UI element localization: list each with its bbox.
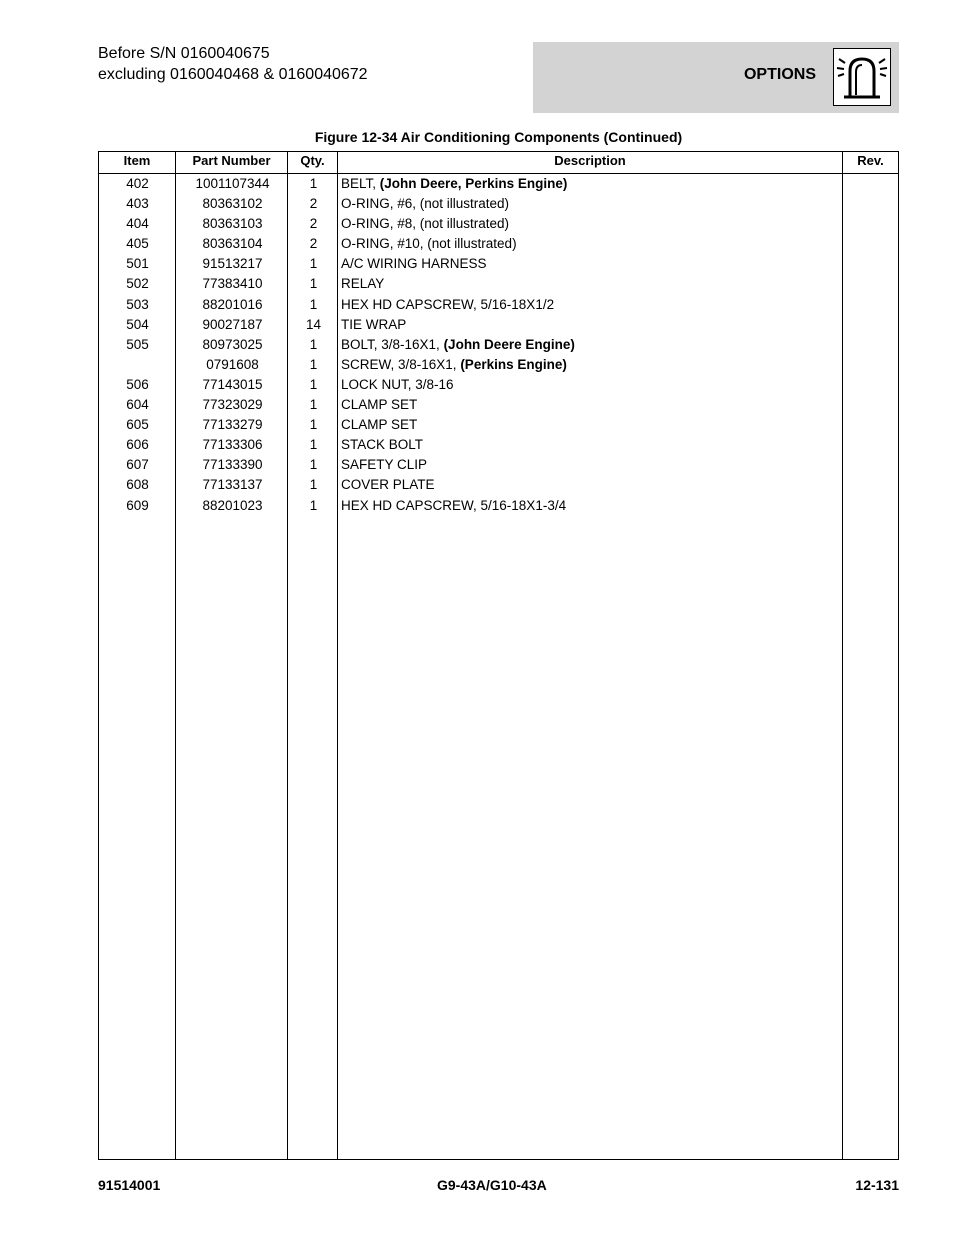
part-number: 80363102 [202,196,263,212]
part-number: 77143015 [202,376,263,392]
part-number: 77383410 [202,276,263,292]
description [341,336,841,353]
description [341,416,841,433]
item-number: 404 [126,216,149,232]
description [341,376,841,393]
quantity: 1 [309,336,318,352]
table-row [99,376,898,396]
manual-number: 91514001 [98,1177,161,1193]
quantity: 2 [309,196,318,212]
part-number: 88201016 [202,296,263,312]
column-header-item: Item [123,153,151,168]
warning-beacon-icon [833,48,891,106]
description [341,316,841,333]
item-number: 504 [126,316,149,332]
quantity: 1 [309,356,318,372]
item-number: 505 [126,336,149,352]
description-text: SCREW, 3/8-16X1, [341,356,461,372]
item-number: 403 [126,196,149,212]
description [341,175,841,192]
description [341,436,841,453]
description-note: (John Deere, Perkins Engine) [379,176,568,191]
part-number: 77133306 [202,437,263,453]
table-row [99,175,898,195]
description [341,356,841,373]
description-text: A/C WIRING HARNESS [341,256,487,272]
column-header-description: Description [554,153,626,168]
table-row [99,255,898,275]
column-header-qty: Qty. [300,153,325,168]
quantity: 2 [309,216,318,232]
description-text: COVER PLATE [341,477,435,493]
description [341,296,841,313]
section-header-box [533,42,899,113]
item-number: 506 [126,376,149,392]
part-number: 88201023 [202,497,263,513]
description [341,235,841,252]
table-row [99,456,898,476]
quantity: 14 [305,316,322,332]
item-number: 608 [126,477,149,493]
page-number: 12-131 [855,1177,899,1193]
serial-number-note [98,43,368,85]
table-row [99,416,898,436]
description-note: (Perkins Engine) [460,356,567,372]
description-text: CLAMP SET [341,397,418,413]
quantity: 1 [309,417,318,433]
table-row [99,215,898,235]
item-number: 605 [126,417,149,433]
table-row [99,336,898,356]
part-number: 80363104 [202,236,263,252]
item-number: 609 [126,497,149,513]
column-header-part-number: Part Number [192,153,271,168]
quantity: 1 [309,296,318,312]
part-number: 1001107344 [195,176,270,191]
model-number: G9-43A/G10-43A [437,1177,547,1193]
description [341,476,841,493]
description [341,195,841,212]
table-row [99,396,898,416]
column-header-rev: Rev. [857,153,884,168]
description-text: O-RING, #8, (not illustrated) [341,216,510,232]
item-number: 405 [126,236,149,252]
item-number: 502 [126,276,149,292]
quantity: 1 [309,256,318,272]
quantity: 1 [309,276,318,292]
description [341,456,841,473]
description [341,396,841,413]
description-text: LOCK NUT, 3/8-16 [341,376,454,392]
description-text: STACK BOLT [341,437,424,453]
quantity: 1 [309,497,318,513]
table-row [99,296,898,316]
item-number: 604 [126,397,149,413]
description-text: TIE WRAP [341,316,407,332]
part-number: 80363103 [202,216,263,232]
description [341,255,841,272]
item-number: 606 [126,437,149,453]
table-row [99,356,898,376]
quantity: 1 [309,457,318,473]
figure-title: Figure 12-34 Air Conditioning Components (Continued) [314,129,683,145]
section-label: OPTIONS [743,66,816,83]
table-row [99,316,898,336]
table-row [99,497,898,517]
description-text: O-RING, #10, (not illustrated) [341,236,517,252]
part-number: 77323029 [202,397,263,413]
table-row [99,476,898,496]
table-row [99,436,898,456]
description-text: CLAMP SET [341,417,418,433]
part-number: 91513217 [202,256,263,272]
table-body [99,175,898,517]
part-number: 0791608 [206,356,259,372]
serial-line-2: excluding 0160040468 & 0160040672 [98,66,368,83]
quantity: 1 [309,176,318,191]
description-text: HEX HD CAPSCREW, 5/16-18X1-3/4 [341,497,567,513]
description-text: RELAY [341,276,385,292]
table-row [99,275,898,295]
description [341,497,841,514]
part-number: 90027187 [202,316,263,332]
description [341,275,841,292]
description-text: HEX HD CAPSCREW, 5/16-18X1/2 [341,296,555,312]
quantity: 1 [309,437,318,453]
description-text: SAFETY CLIP [341,457,428,473]
header-divider [99,173,898,174]
description-note: (John Deere Engine) [443,336,575,352]
part-number: 77133390 [202,457,263,473]
quantity: 1 [309,477,318,493]
part-number: 80973025 [202,336,263,352]
item-number: 402 [126,176,149,191]
description-text: O-RING, #6, (not illustrated) [341,196,510,212]
quantity: 1 [309,397,318,413]
part-number: 77133279 [202,417,263,433]
quantity: 2 [309,236,318,252]
table-row [99,235,898,255]
item-number: 607 [126,457,149,473]
item-number: 503 [126,296,149,312]
table-row [99,195,898,215]
item-number: 501 [126,256,149,272]
serial-line-1: Before S/N 0160040675 [98,45,270,62]
parts-table [98,151,899,1160]
description-text: BOLT, 3/8-16X1, [341,336,444,352]
part-number: 77133137 [202,477,263,493]
quantity: 1 [309,376,318,392]
description-text: BELT, [341,176,380,191]
description [341,215,841,232]
